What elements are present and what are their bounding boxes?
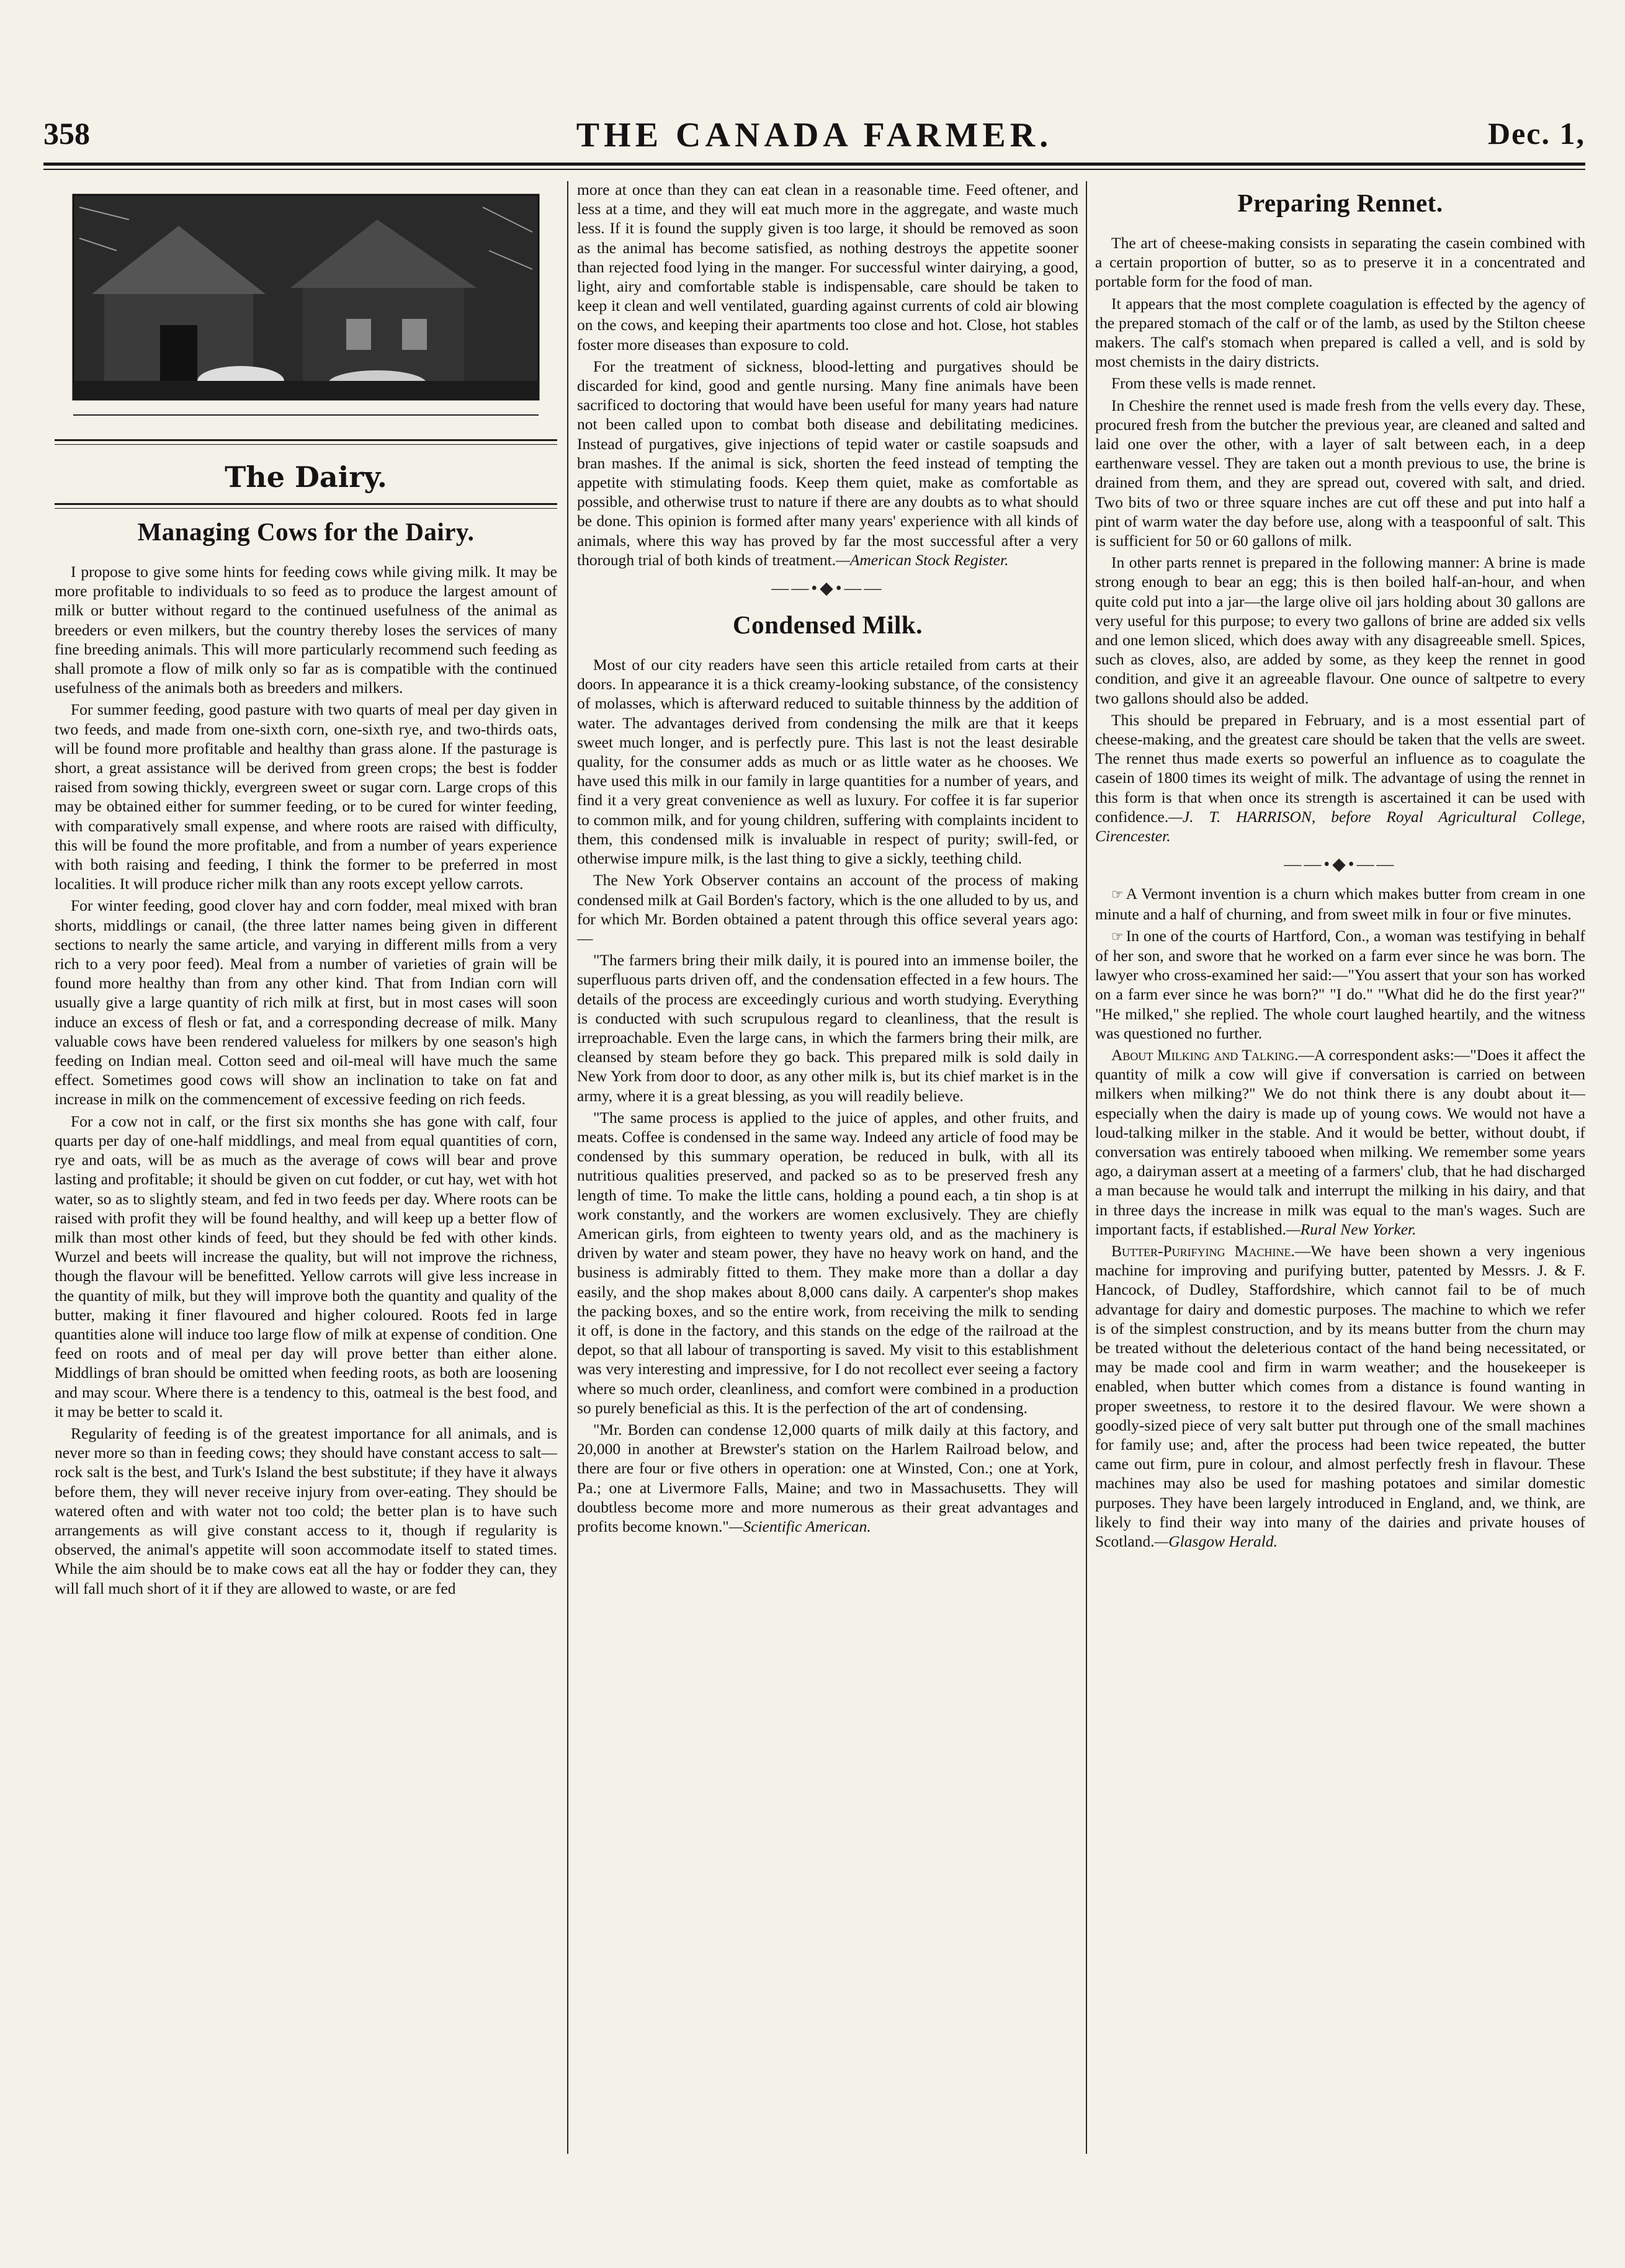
signature: —J. T. HARRISON, before Royal Agricultural College, Cirencester. xyxy=(1095,807,1585,846)
paragraph-text: —We have been shown a very ingenious machine for improving and purifying butter, patented by Messrs. J. & F. Hancock, of Dudley, Staffordshire, which cannot fail to be of much advantage for dairy and domestic purposes. The machine to which we refer is of the simplest construction, and by its means butter from the churn may be treated without the deleterious contact of the hand being necessitated, or may be made cool and firm in warm weather; and the housekeeper is enabled, when butter which comes from a distance is found wanting in proper sweetness, to restore it to the desired flavour. We were shown a goodly-sized piece of very salt butter put through one of the small machines for family use; and, after the process had been twice repeated, the butter came out firm, pure in colour, and almost perfectly fresh in flavour. These machines may also be used for mashing potatoes and similar domestic purposes. They have been largely introduced in England, and, we think, are likely to find their way into many of the dairies and private houses of Scotland. xyxy=(1095,1241,1585,1550)
news-item-talking xyxy=(1095,1045,1585,1239)
column-divider xyxy=(567,181,568,2154)
paragraph: From these vells is made rennet. xyxy=(1111,374,1317,393)
paragraph: It appears that the most complete coagulation is effected by the agency of the prepared stomach of the calf or of the lamb, as used by the Stilton cheese makers. The calf's stomach when prepared is called a vell, and is sold by most chemists in the dairy districts. xyxy=(1095,294,1585,371)
page-number: 358 xyxy=(43,116,90,151)
paragraph: "The farmers bring their milk daily, it is poured into an immense boiler, the superfluous parts driven off, and the condensation effected in a few hours. The details of the process are exceedingly curious and worth studying. Everything is conducted with such scrupulous regard to cleanliness, that the result is irreproachable. Even the large cans, in which the farmers bring their milk, are cleansed by steam before they go back. This prepared milk is sold daily in New York from door to door, as any other milk is, but its chief market is in the army, where it is a great blessing, as you will readily believe. xyxy=(577,951,1078,1105)
paragraph xyxy=(1095,710,1585,846)
paragraph: Most of our city readers have seen this article retailed from carts at their doors. In appearance it is a thick creamy-looking substance, of the consistency of molasses, which is afterward reduced to suitable thinness by the addition of water. The advantages derived from condensing the milk are that it keeps sweet much longer, and is perfectly pure. This last is not the least desirable quality, for the consumer adds as much or as little water as he chooses. We have used this milk in our family in large quantities for a number of years, and find it a very great convenience as well as luxury. For coffee it is far superior to common milk, and for young children, suffering with complaints incident to them, this condensed milk is invaluable in respect of purity; swill-fed, or otherwise impure milk, is the last thing to give a sickly, teething child. xyxy=(577,656,1078,868)
issue-date: Dec. 1, xyxy=(1488,116,1585,151)
section-rule xyxy=(55,439,557,445)
paragraph-text: For the treatment of sickness, blood-letting and purgatives should be discarded for kind, good and gentle nursing. Many fine animals have been sacrificed to doctoring that would have been useful for many years had nature not been called upon to combat both disease and debilitating medicines. Instead of purgatives, give injections of tepid water or castile soapsuds and bran mashes. If the animal is sick, shorten the feed instead of tempting the appetite with stimulating foods. Keep them quiet, make as comfortable as possible, and otherwise trust to nature if there are any doubts as to what should be done. This opinion is formed after many years' experience with all kinds of animals, where this way has proved by far the most successful after a very thorough trial of both kinds of treatment. xyxy=(577,357,1078,569)
article-title-condensed-milk: Condensed Milk. xyxy=(733,610,923,640)
paragraph: For winter feeding, good clover hay and corn fodder, meal mixed with bran shorts, middlings or canail, (the three latter names being given in different sections to nearly the same article, and varying in different mills from a very rich to a very poor feed). Meal from a number of varieties of grain will be found more healthy than from any other kind. That from Indian corn will usually give a large quantity of rich milk at first, but in most cases will soon induce an excess of flesh or fat, and a corresponding decrease of milk. Many valuable cows have been rendered valueless for milkers by one season's high feeding on Indian meal. Cotton seed and oil-meal will have much the same effect. Sometimes good cows will show an inclination to take on fat and increase in milk on the commencement of excessive feeding on rich feeds. xyxy=(55,896,557,1109)
item-lead: Butter-Purifying Machine. xyxy=(1111,1241,1295,1260)
paragraph: In Cheshire the rennet used is made fresh from the vells every day. These, procured fresh from the butcher the previous year, are cleaned and salted and laid one over the other, with a layer of salt between each, in a deep earthenware vessel. They are taken out a month previous to use, the brine is drained from them, and they are spread out, covered with salt, and dried. Two bits of two or three square inches are cut off these and put into half a pint of warm water the day before use, along with a teaspoonful of salt. This is sufficient for 50 or 60 gallons of milk. xyxy=(1095,396,1585,550)
paragraph: For summer feeding, good pasture with two quarts of meal per day given in two feeds, and made from one-sixth corn, one-sixth rye, and two-thirds oats, will be found more profitable and healthy than grass alone. If the pasturage is short, a great assistance will be derived from green crops; the best is fodder raised from sowing thickly, evergreen sweet or sugar corn. Large crops of this may be obtained either for summer feeding, or to be cured for winter feeding, with comparatively small expense, and where roots are raised with difficulty, this will be found the more profitable, and from a number of years experience with both raising and feeding, I think the former to be preferred in most localities. It will produce richer milk than any roots except yellow carrots. xyxy=(55,700,557,893)
article-title-preparing-rennet: Preparing Rennet. xyxy=(1237,189,1443,217)
news-item-butter xyxy=(1095,1241,1585,1551)
column-2 xyxy=(577,180,1078,2140)
source-credit: —Rural New Yorker. xyxy=(1286,1220,1417,1238)
paragraph: I propose to give some hints for feeding cows while giving milk. It may be more profitable to individuals to so feed as to produce the largest amount of milk or butter without regard to the continued usefulness of the animal as breeders or even milkers, but the country thereby loses the services of many fine breeding animals. This will more particularly recommend such feeding as shall promote a flow of milk only so far as is compatible with the continued usefulness of the animals both as breeders and milkers. xyxy=(55,563,557,697)
paragraph: In other parts rennet is prepared in the following manner: A brine is made strong enough to bear an egg; this is then boiled half-an-hour, and when quite cold put into a jar—the large olive oil jars holding about 30 gallons are very useful for this purpose; to every two gallons of brine are added six vells and one lemon sliced, which does away with any disagreeable smell. Spices, such as cloves, also, are added by some, as they keep the rennet in good condition, and give it an agreeable flavour. One ounce of saltpetre to every two gallons should also be added. xyxy=(1095,553,1585,707)
paragraph xyxy=(577,357,1078,569)
paragraph: For a cow not in calf, or the first six months she has gone with calf, four quarts per day of one-half middlings, and meal from equal quantities of corn, rye and oats, will be as much as the average of cows will bear and prove lasting and profitable; it should be given on cut fodder, or cut hay, wet with hot water, so as to slightly steam, and fed in two feeds per day. Where roots can be raised with profit they will be found healthy, and will keep up a better flow of milk than most other kinds of feed, but they should be fed with other kinds. Wurzel and beets will increase the quality, but will not improve the richness, though the flavour will be benefitted. Yellow carrots will give less increase in the quantity of milk, but they will improve both the quantity and quality of the butter, making it finer flavoured and higher coloured. Roots fed in large quantities alone will induce too large flow of milk at expense of condition. One feed on roots and of meal per day will prove better than either alone. Middlings of bran should be omitted when feeding roots, as both are loosening and may scour. Where there is a tendency to this, oatmeal is the best food, and it may be better to scald it. xyxy=(55,1112,557,1421)
paragraph xyxy=(577,1420,1078,1536)
news-item-court xyxy=(1095,926,1585,1043)
column-divider xyxy=(1086,181,1087,2154)
paragraph-text: This should be prepared in February, and is a most essential part of cheese-making, and the greatest care should be taken that the vells are sweet. The rennet thus made exerts so powerful an influence as to coagulate the casein of 1800 times its weight of milk. The advantage of using the rennet in this form is that when once its strength is ascertained it can be used with confidence. xyxy=(1095,710,1585,826)
dairy-barn-illustration xyxy=(55,182,557,431)
masthead-rule xyxy=(43,163,1585,166)
paragraph: The art of cheese-making consists in separating the casein combined with a certain proportion of butter, so as to preserve it in a concentrated and portable form for the food of man. xyxy=(1095,234,1585,291)
paragraph: The New York Observer contains an account of the process of making condensed milk at Gail Borden's factory, which is the one alluded to by us, and for which Mr. Borden obtained a patent through this office several years ago:— xyxy=(577,871,1078,947)
pointing-hand-icon: ☞ xyxy=(1111,928,1124,944)
source-credit: —Glasgow Herald. xyxy=(1154,1532,1278,1550)
masthead xyxy=(43,115,1585,155)
section-ornament: ——•◆•—— xyxy=(1284,855,1397,875)
item-lead: About Milking and Talking. xyxy=(1111,1045,1299,1064)
department-title: The Dairy. xyxy=(225,460,387,494)
news-item-churn xyxy=(1095,884,1585,923)
paragraph-text: A Vermont invention is a churn which makes butter from cream in one minute and a half of churning, and from sweet milk in four or five minutes. xyxy=(1095,885,1585,923)
column-1 xyxy=(55,180,557,2165)
dairy-engraving xyxy=(55,182,557,431)
article-title-managing-cows: Managing Cows for the Dairy. xyxy=(137,517,475,546)
source-credit: —American Stock Register. xyxy=(836,550,1009,569)
paragraph: Regularity of feeding is of the greatest importance for all animals, and is never more so than in feeding cows; they should have constant access to salt—rock salt is the best, and Turk's Island the best substitute; if they have it always before them, they will never receive injury from over-eating. They should be watered often and with water not too cold; the better plan is to have such arrangements as will give constant access to it, though if regularity is observed, the animal's appetite will soon accommodate itself to stated times. While the aim should be to make cows eat all the hay or fodder they can, they will fall much short of it if they are allowed to waste, or are fed xyxy=(55,1424,557,1597)
column-3 xyxy=(1095,180,1585,2159)
masthead-rule-thin xyxy=(43,169,1585,170)
source-credit: —Scientific American. xyxy=(728,1517,871,1535)
paragraph: "The same process is applied to the juice of apples, and other fruits, and meats. Coffee is condensed in the same way. Indeed any article of food may be condensed by this summary operation, be reduced in bulk, with all its nutritious qualities preserved, and packed so as to be preserved fresh any length of time. To make the little cans, holding a pound each, a tin shop is at work constantly, and the workers are women exclusively. They are chiefly American girls, from eighteen to twenty years old, and as the machinery is driven by water and steam power, they have no heavy work on hand, and the business is admirably fitted to them. They make more than a dollar a day easily, and the shop makes about 8,000 cans daily. A carpenter's shop makes the packing boxes, and so the entire work, from receiving the milk to sending it off, is done in the factory, and this stands on the edge of the railroad at the depot, so that all labour of transporting is saved. My visit to this establishment was very interesting and impressive, for I do not recollect ever seeing a factory where so much order, cleanliness, and comfort were combined in a production so purely beneficial as this. It is the perfection of the art of condensing. xyxy=(577,1108,1078,1417)
paragraph-text: In one of the courts of Hartford, Con., a woman was testifying in behalf of her son, and swore that he worked on a farm ever since he was born. The lawyer who cross-examined her said:—"You assert that your son has worked on a farm ever since he was born?" "I do." "What did he do the first year?" "He milked," she replied. The whole court laughed heartily, and the witness was questioned no further. xyxy=(1095,926,1585,1042)
paper-title: THE CANADA FARMER. xyxy=(576,116,1053,154)
section-rule xyxy=(55,503,557,509)
section-ornament: ——•◆•—— xyxy=(771,579,884,599)
paragraph-text: "Mr. Borden can condense 12,000 quarts of milk daily at this factory, and 20,000 in another at Brewster's station on the Harlem Railroad below, and there are four or five others in operation: one at Winsted, Con.; one at York, Pa.; one at Livermore Falls, Maine; and two in Massachusetts. They will doubtless become more and more numerous as their great advantages and profits become known." xyxy=(577,1420,1078,1535)
paragraph: more at once than they can eat clean in a reasonable time. Feed oftener, and less at a time, and they will eat much more in the aggregate, and waste much less. If it is found the supply given is too large, it should be removed as soon as the animal has become satisfied, as nothing destroys the appetite sooner than rejected food lying in the manger. For successful winter dairying, a good, light, airy and comfortable stable is indispensable, care should be taken to keep it clean and well ventilated, guarding against currents of cold air blowing on the cows, and keeping their apartments too close and hot. Close, hot stables foster more diseases than exposure to cold. xyxy=(577,181,1078,354)
pointing-hand-icon: ☞ xyxy=(1111,886,1124,903)
paragraph-text: —A correspondent asks:—"Does it affect the quantity of milk a cow will give if conversation is carried on between milkers when milking?" We do not think there is any doubt about it—especially when the dairy is made up of young cows. We would not have a loud-talking milker in the stable. And it would be better, without doubt, if conversation was entirely tabooed when milking. We remember some years ago, a dairyman assert at a meeting of a farmers' club, that he had discharged a man because he would talk and interrupt the milking in his dairy, and that in three days the increase in milk was equal to the man's wages. Such are important facts, if established. xyxy=(1095,1045,1585,1238)
